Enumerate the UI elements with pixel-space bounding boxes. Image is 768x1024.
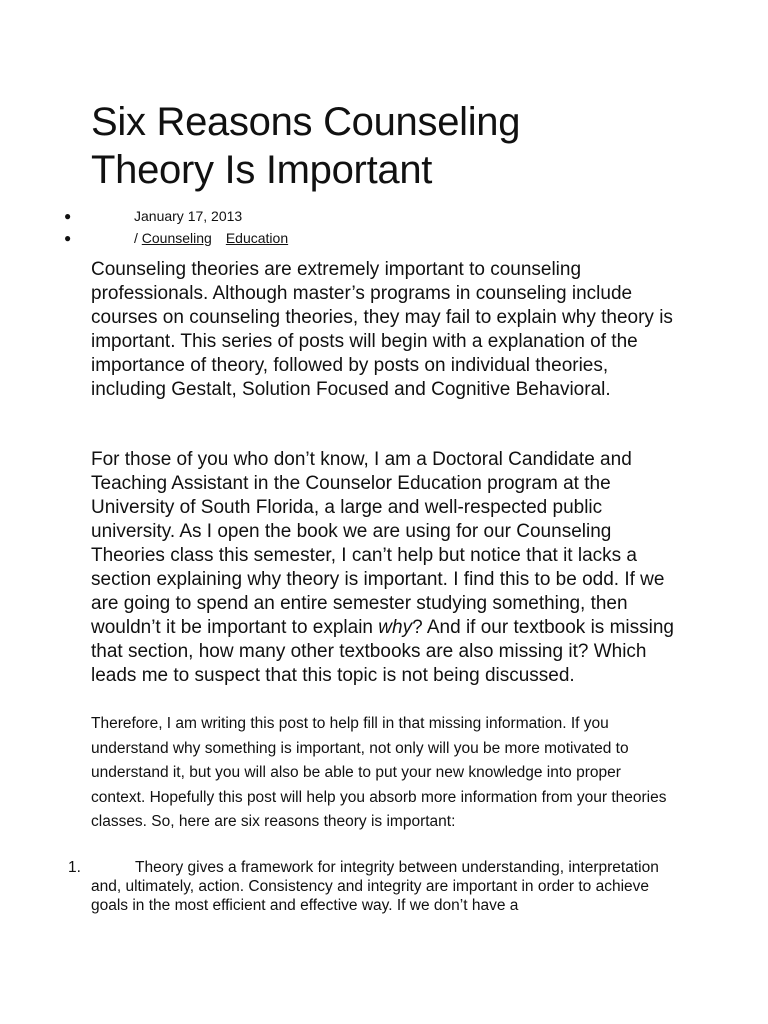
article-title: Six Reasons Counseling Theory Is Important xyxy=(91,100,521,192)
intro-paragraph: Counseling theories are extremely important to counseling professionals. Although master’s programs in counseling include courses on counseling theories, they may fail to explain why theory is important. This series of posts will begin with a explanation of the importance of theory, followed by posts on individual theories, including Gestalt, Solution Focused and Cognitive Behavioral. xyxy=(91,259,673,400)
bullet-icon: ● xyxy=(64,231,72,245)
author-paragraph xyxy=(91,448,681,688)
list-item-number: 1. xyxy=(68,859,81,876)
purpose-paragraph: Therefore, I am writing this post to help fill in that missing information. If you understand why something is important, not only will you be more motivated to understand it, but you will also be able to put your new knowledge into proper context. Hopefully this post will help you absorb more information from your theories classes. So, here are six reasons theory is important: xyxy=(91,715,667,830)
reasons-list xyxy=(0,858,768,915)
post-date: January 17, 2013 xyxy=(134,208,243,224)
category-list xyxy=(134,227,288,249)
list-item-text: Theory gives a framework for integrity between understanding, interpretation and, ultimately, action. Consistency and integrity are important in order to achieve goals in the most efficient and effective way. If we don’t have a xyxy=(91,859,659,914)
meta-date-row xyxy=(0,205,768,227)
emphasis-why: why xyxy=(378,617,413,638)
list-item xyxy=(0,858,768,915)
category-link-education[interactable]: Education xyxy=(225,230,289,246)
category-prefix: / xyxy=(134,230,142,246)
category-link-counseling[interactable]: Counseling xyxy=(141,230,212,246)
bullet-icon: ● xyxy=(64,209,72,223)
article-meta xyxy=(0,205,768,249)
meta-category-row xyxy=(0,227,768,249)
author-paragraph-text-end: ? And if our textbook is missing that section, how many other textbooks are also missing it? Which leads me to suspect that this topic is not being discussed. xyxy=(91,617,674,686)
author-paragraph-text: For those of you who don’t know, I am a Doctoral Candidate and Teaching Assistant in the Counselor Education program at the University of South Florida, a large and well-respected public university. As I open the book we are using for our Counseling Theories class this semester, I can’t help but notice that it lacks a section explaining why theory is important. I find this to be odd. If we are going to spend an entire semester studying something, then wouldn’t it be important to explain xyxy=(91,449,665,638)
